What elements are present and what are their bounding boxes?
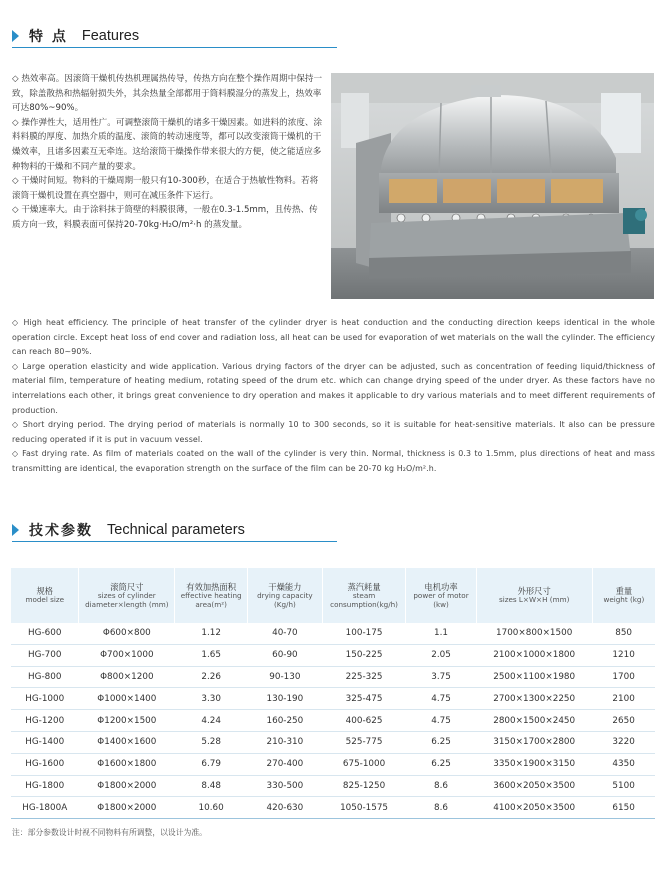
table-cell: 6.25 [406, 731, 476, 753]
table-cell: 525-775 [322, 731, 406, 753]
table-cell: 2100×1000×1800 [476, 644, 592, 666]
table-cell: 3600×2050×3500 [476, 775, 592, 797]
table-cell: 3.75 [406, 666, 476, 688]
table-cell: 2.05 [406, 644, 476, 666]
table-row [11, 731, 656, 753]
table-cell: 90-130 [248, 666, 323, 688]
features-en-list [12, 316, 655, 477]
table-cell: Φ1400×1600 [79, 731, 175, 753]
feature-en-item: ◇ Short drying period. The drying period of materials is normally 10 to 300 seconds, so it is suitable for heat-sensitive materials. It also can be pressure reducing operated if it is put in vacuum vessel. [12, 420, 655, 444]
table-cell: 6.25 [406, 753, 476, 775]
table-cell: 1700 [592, 666, 655, 688]
table-cell: 10.60 [175, 797, 248, 819]
params-title-en: Technical parameters [107, 522, 245, 538]
table-cell: 40-70 [248, 623, 323, 644]
header-drying-capacity: 干燥能力 drying capacity (Kg/h) [248, 568, 323, 623]
feature-en-item: ◇ Large operation elasticity and wide application. Various drying factors of the dryer can be adjusted, such as concentration of feeding liquid/thickness of material film, temperature of heating medium, rotating speed of the drum etc. which can change drying speed of the under dryer. As these factors have no interrelations each other, it brings great convenience to dry operation and makes it applicable to dry various materials and to meet different requirements of production. [12, 361, 655, 415]
features-cn-list [12, 72, 324, 233]
table-cell: 100-175 [322, 623, 406, 644]
table-cell: 6.79 [175, 753, 248, 775]
features-divider [12, 47, 337, 48]
table-cell: 2100 [592, 688, 655, 710]
table-cell: 1.65 [175, 644, 248, 666]
table-cell: 225-325 [322, 666, 406, 688]
table-cell: HG-1800A [11, 797, 79, 819]
header-heating-area: 有效加热面积 effective heating area(m²) [175, 568, 248, 623]
table-cell: Φ1200×1500 [79, 710, 175, 732]
table-cell: Φ600×800 [79, 623, 175, 644]
table-cell: HG-600 [11, 623, 79, 644]
table-cell: HG-700 [11, 644, 79, 666]
header-steam: 蒸汽耗量 steam consumption(kg/h) [322, 568, 406, 623]
header-weight: 重量 weight (kg) [592, 568, 655, 623]
table-row [11, 623, 656, 644]
table-cell: Φ1000×1400 [79, 688, 175, 710]
table-cell: 4.24 [175, 710, 248, 732]
table-cell: 3.30 [175, 688, 248, 710]
table-row [11, 775, 656, 797]
table-row [11, 797, 656, 819]
params-divider [12, 541, 337, 542]
table-cell: 850 [592, 623, 655, 644]
table-cell: 400-625 [322, 710, 406, 732]
table-note: 注：部分参数设计时视不同物料有所调整，以设计为准。 [12, 828, 207, 837]
feature-cn-item: ◇ 热效率高。因滚筒干燥机传热机理属热传导，传热方向在整个操作周期中保持一致，除盖散热和热辐射损失外，其余热量全部都用于筒料膜湿分的蒸发上，热效率可达80%~90%。 [12, 74, 323, 114]
table-cell: 3220 [592, 731, 655, 753]
table-cell: 5.28 [175, 731, 248, 753]
table-cell: HG-1600 [11, 753, 79, 775]
table-cell: 2650 [592, 710, 655, 732]
table-cell: 8.6 [406, 775, 476, 797]
table-cell: 6150 [592, 797, 655, 819]
params-title-cn: 技术参数 [29, 523, 93, 539]
table-cell: 1210 [592, 644, 655, 666]
table-cell: 2700×1300×2250 [476, 688, 592, 710]
table-row [11, 644, 656, 666]
table-cell: 4.75 [406, 710, 476, 732]
params-heading [12, 520, 245, 540]
table-cell: 8.6 [406, 797, 476, 819]
table-cell: 2.26 [175, 666, 248, 688]
header-motor-power: 电机功率 power of motor (kw) [406, 568, 476, 623]
features-title-en: Features [81, 28, 140, 44]
table-cell: 330-500 [248, 775, 323, 797]
table-cell: 420-630 [248, 797, 323, 819]
feature-cn-item: ◇ 干燥时间短。物料的干燥周期一般只有10-300秒，在适合于热敏性物料。若将滚筒干燥机设置在真空器中，则可在减压条件下运行。 [12, 176, 319, 201]
table-row [11, 688, 656, 710]
header-cylinder-size: 滚筒尺寸 sizes of cylinder diameter×length (mm) [79, 568, 175, 623]
table-cell: 160-250 [248, 710, 323, 732]
table-cell: Φ1600×1800 [79, 753, 175, 775]
table-cell: HG-1400 [11, 731, 79, 753]
table-cell: 1.1 [406, 623, 476, 644]
header-model: 规格 model size [11, 568, 79, 623]
table-cell: 4.75 [406, 688, 476, 710]
triangle-bullet-icon [12, 524, 19, 536]
table-cell: Φ1800×2000 [79, 797, 175, 819]
table-cell: Φ1800×2000 [79, 775, 175, 797]
table-cell: 5100 [592, 775, 655, 797]
table-cell: 4100×2050×3500 [476, 797, 592, 819]
header-dimensions: 外形尺寸 sizes L×W×H (mm) [476, 568, 592, 623]
triangle-bullet-icon [12, 30, 19, 42]
feature-en-item: ◇ High heat efficiency. The principle of heat transfer of the cylinder dryer is heat conduction and the conducting direction keeps identical in the whole operation circle. Except heat loss of end cover and radiation loss, all heat can be used for evaporation of wet materials on the wall the cylinder. The efficiency can reach 80~90%. [12, 318, 655, 357]
params-table [10, 568, 655, 819]
table-cell: 325-475 [322, 688, 406, 710]
table-cell: 270-400 [248, 753, 323, 775]
table-cell: Φ700×1000 [79, 644, 175, 666]
table-row [11, 666, 656, 688]
table-cell: 60-90 [248, 644, 323, 666]
params-header-row [11, 568, 656, 623]
table-cell: 1050-1575 [322, 797, 406, 819]
table-cell: 8.48 [175, 775, 248, 797]
table-row [11, 710, 656, 732]
table-cell: 130-190 [248, 688, 323, 710]
table-cell: 2500×1100×1980 [476, 666, 592, 688]
table-cell: 1.12 [175, 623, 248, 644]
table-cell: HG-1000 [11, 688, 79, 710]
feature-cn-item: ◇ 操作弹性大，适用性广。可调整滚筒干燥机的诸多干燥因素。如进料的浓度、涂料料膜的厚度、加热介质的温度、滚筒的转动速度等，都可以改变滚筒干燥机的干燥效率，且诸多因素互无牵连。这给滚筒干燥操作带来很大的方便，使之能适应多种物料的干燥和不同产量的要求。 [12, 117, 323, 172]
table-cell: 3350×1900×3150 [476, 753, 592, 775]
table-cell: 210-310 [248, 731, 323, 753]
table-cell: HG-1800 [11, 775, 79, 797]
table-cell: 675-1000 [322, 753, 406, 775]
table-cell: 2800×1500×2450 [476, 710, 592, 732]
features-heading [12, 26, 139, 46]
table-cell: Φ800×1200 [79, 666, 175, 688]
table-row [11, 753, 656, 775]
table-cell: 150-225 [322, 644, 406, 666]
table-cell: HG-800 [11, 666, 79, 688]
feature-en-item: ◇ Fast drying rate. As film of materials coated on the wall of the cylinder is very thin. Normal, thickness is 0.3 to 1.5mm, plus directions of heat and mass transmitting are identical, the evaporation strength on the surface of the film can be 20-70 kg H₂O/m².h. [12, 449, 655, 473]
features-title-cn: 特 点 [29, 29, 68, 45]
table-cell: 3150×1700×2800 [476, 731, 592, 753]
feature-cn-item: ◇ 干燥速率大。由于涂料抹于筒壁的料膜很薄，一般在0.3-1.5mm，且传热、传质方向一致，料膜表面可保持20-70kg·H₂O/m²·h 的蒸发量。 [12, 205, 318, 230]
table-cell: 825-1250 [322, 775, 406, 797]
table-cell: 4350 [592, 753, 655, 775]
drum-dryer-photo [331, 73, 654, 299]
table-cell: HG-1200 [11, 710, 79, 732]
table-cell: 1700×800×1500 [476, 623, 592, 644]
